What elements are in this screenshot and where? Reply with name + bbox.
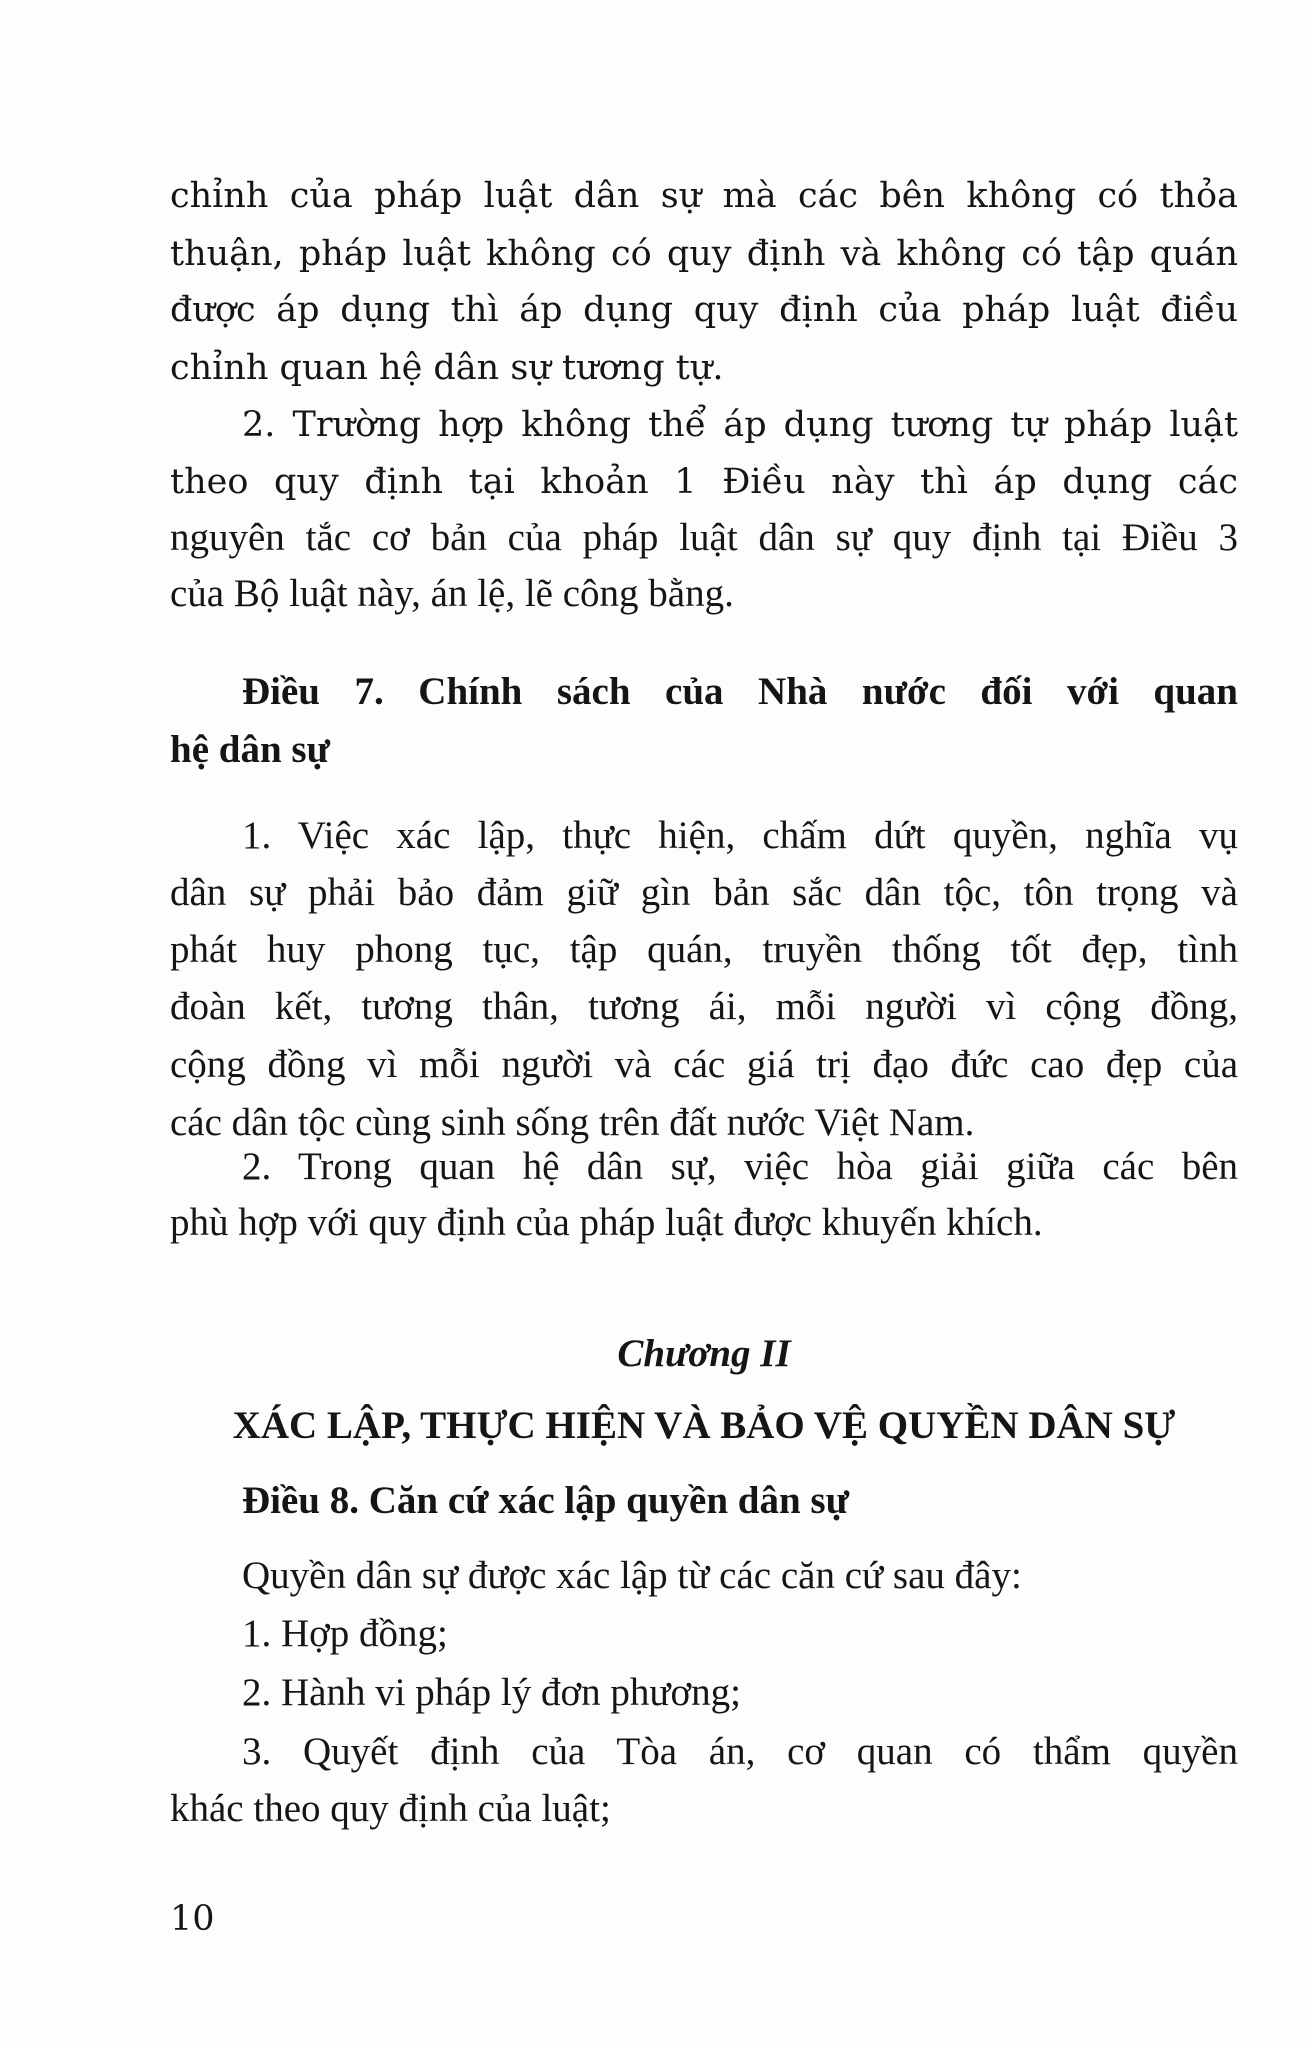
page-number: 10 [170,1899,215,1939]
article-8-item-continued: khác theo quy định của luật; [170,1787,611,1830]
text-line: thuận, pháp luật không có quy định và không có tập quán [170,234,1238,274]
article-8-title: Điều 8. Căn cứ xác lập quyền dân sự [242,1479,849,1522]
article-7-clause-1-line: các dân tộc cùng sinh sống trên đất nước Việt Nam. [170,1101,975,1144]
clause-2-line: của Bộ luật này, án lệ, lẽ công bằng. [170,572,734,615]
clause-2-line: 2. Trường hợp không thể áp dụng tương tự pháp luật [242,405,1238,445]
article-8-intro: Quyền dân sự được xác lập từ các căn cứ sau đây: [242,1554,1022,1597]
clause-2-line: theo quy định tại khoản 1 Điều này thì áp dụng các [170,462,1238,502]
clause-2-line: nguyên tắc cơ bản của pháp luật dân sự quy định tại Điều 3 [170,516,1238,559]
article-8-item: 3. Quyết định của Tòa án, cơ quan có thẩm quyền [242,1730,1238,1773]
article-7-clause-1-line: 1. Việc xác lập, thực hiện, chấm dứt quyền, nghĩa vụ [242,814,1238,857]
article-7-clause-1-line: cộng đồng vì mỗi người và các giá trị đạo đức cao đẹp của [170,1043,1238,1086]
chapter-label: Chương II [617,1332,791,1375]
article-7-clause-2-line: 2. Trong quan hệ dân sự, việc hòa giải giữa các bên [242,1145,1238,1188]
text-line: chỉnh quan hệ dân sự tương tự. [170,348,724,388]
chapter-title: XÁC LẬP, THỰC HIỆN VÀ BẢO VỆ QUYỀN DÂN SỰ [232,1404,1176,1447]
article-7-clause-1-line: dân sự phải bảo đảm giữ gìn bản sắc dân tộc, tôn trọng và [170,871,1238,914]
article-7-clause-2-line: phù hợp với quy định của pháp luật được khuyến khích. [170,1201,1043,1244]
article-7-clause-1-line: đoàn kết, tương thân, tương ái, mỗi người vì cộng đồng, [170,985,1238,1028]
article-7-title: hệ dân sự [170,728,330,771]
text-line: được áp dụng thì áp dụng quy định của pháp luật điều [170,290,1238,330]
article-8-item: 1. Hợp đồng; [242,1612,448,1655]
text-line: chỉnh của pháp luật dân sự mà các bên không có thỏa [170,176,1238,216]
article-8-item: 2. Hành vi pháp lý đơn phương; [242,1671,741,1714]
article-7-title: Điều 7. Chính sách của Nhà nước đối với quan [242,670,1238,713]
article-7-clause-1-line: phát huy phong tục, tập quán, truyền thống tốt đẹp, tình [170,928,1238,971]
